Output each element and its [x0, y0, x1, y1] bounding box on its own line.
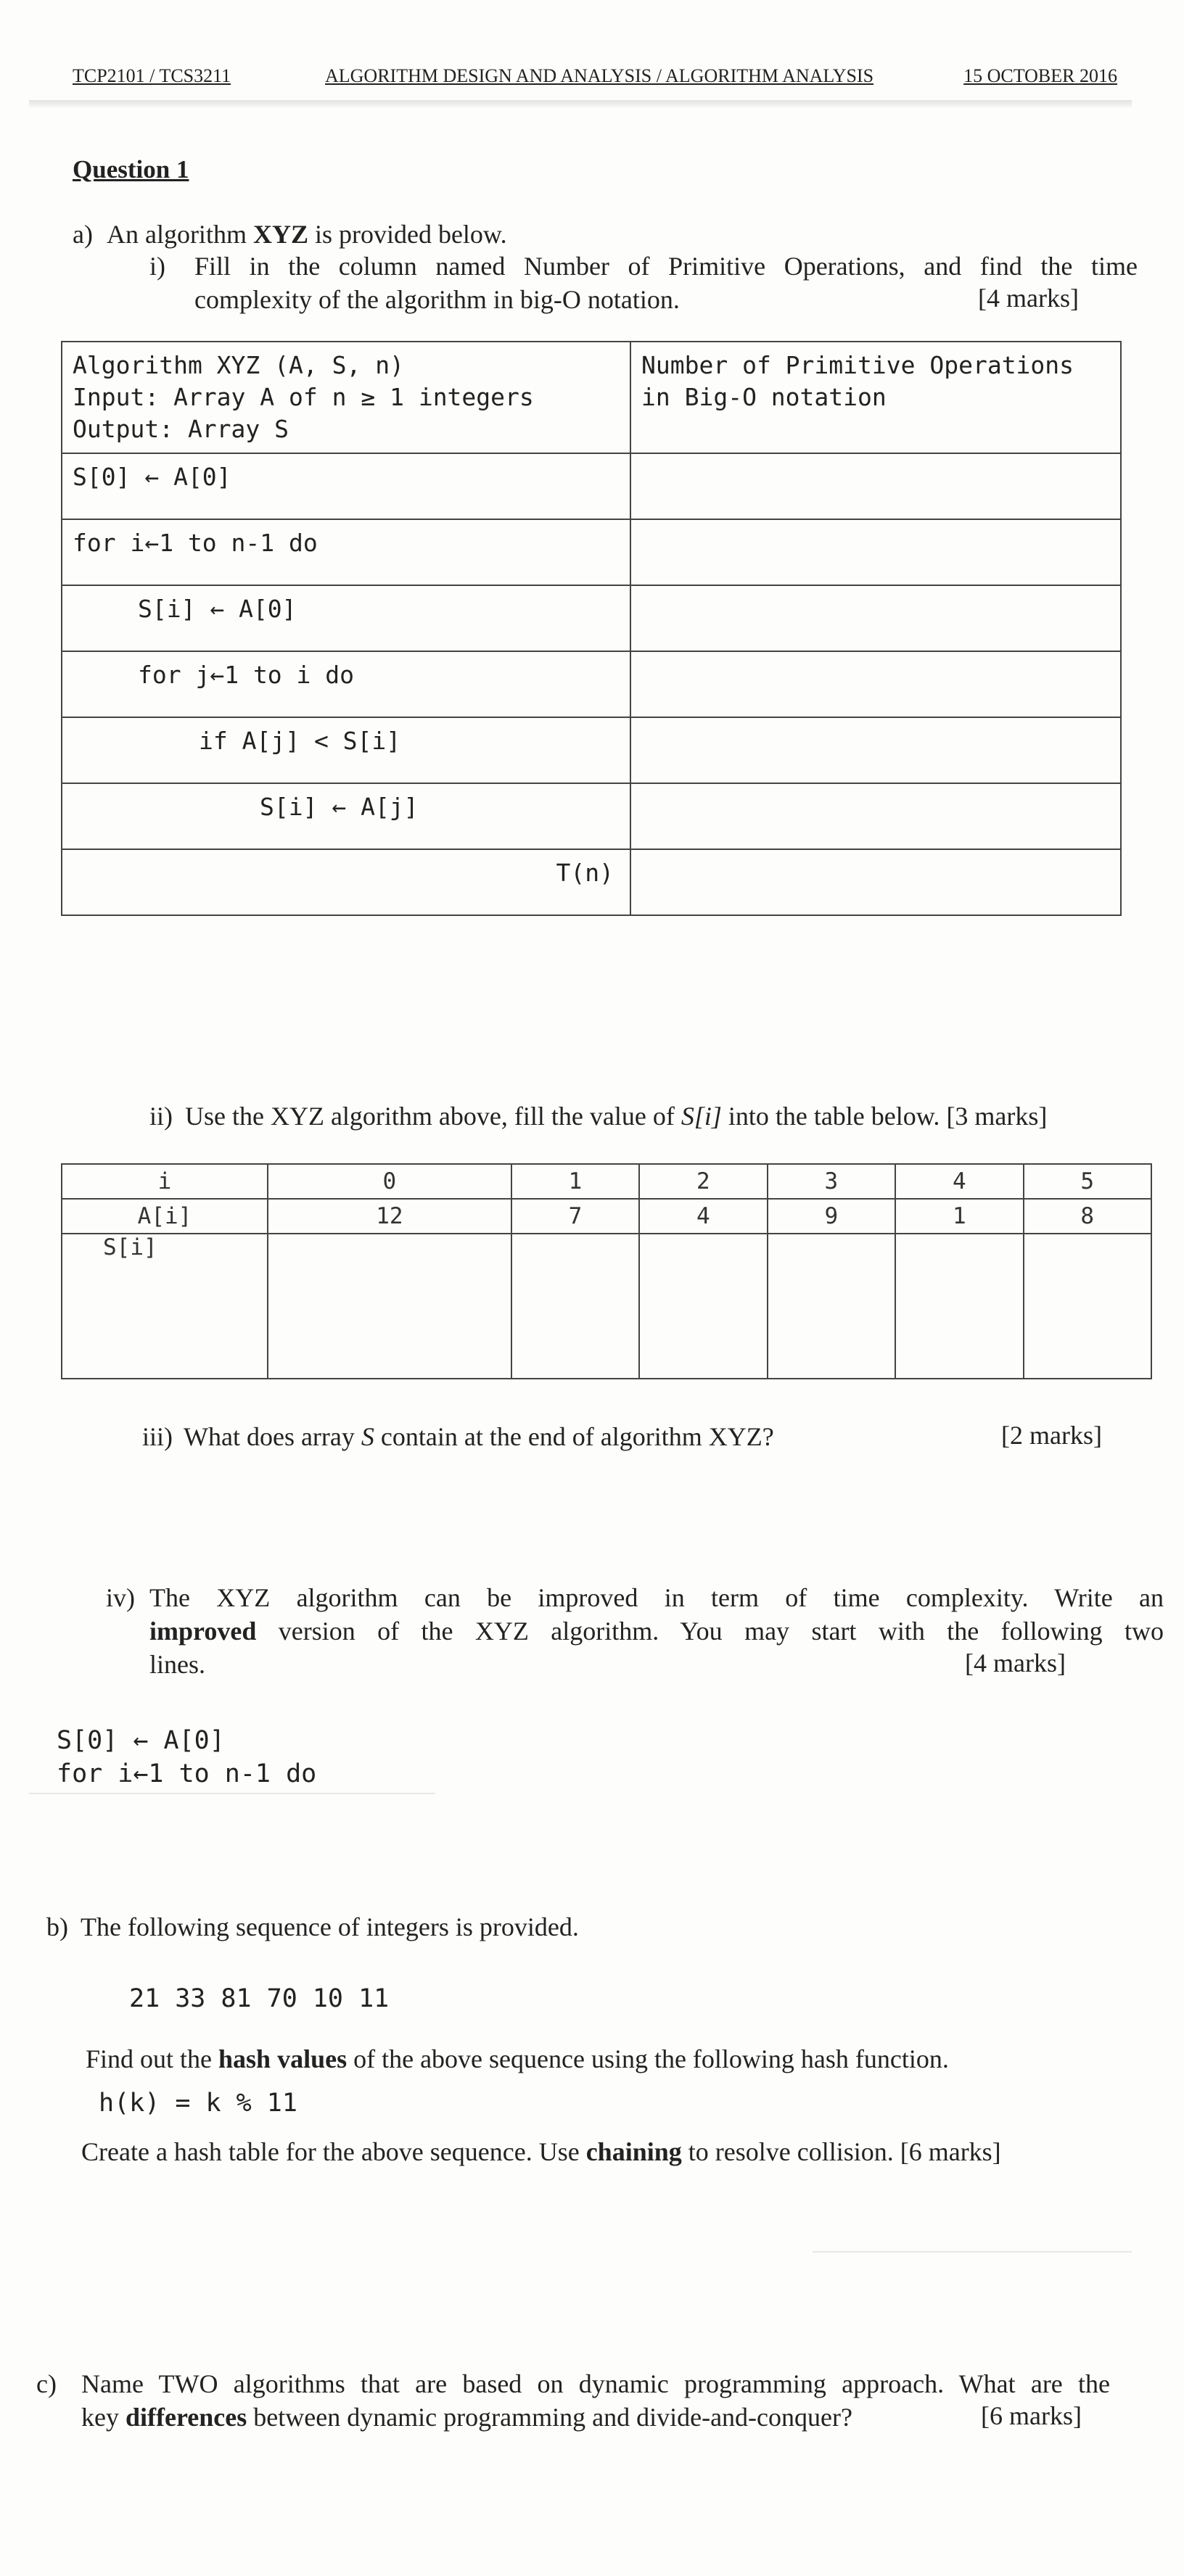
code-line: for j←1 to i do	[138, 661, 355, 689]
part-b-hash-prefix: Find out the	[86, 2044, 219, 2073]
part-a-label: a)	[73, 220, 93, 249]
operations-header-line2: in Big-O notation	[641, 383, 887, 411]
a-value-cell: 9	[768, 1199, 895, 1234]
part-a-intro-bold: XYZ	[252, 220, 308, 249]
operations-header-cell	[630, 342, 1121, 453]
s-answer-cell[interactable]	[895, 1234, 1023, 1379]
part-b-intro-line	[46, 1910, 579, 1944]
part-b-hash-bold: hash values	[218, 2044, 348, 2073]
algorithm-table-header-row	[62, 342, 1121, 453]
part-a-i-label: i)	[149, 252, 165, 281]
part-a-iii-marks: [2 marks]	[1001, 1421, 1102, 1450]
part-c-bold: differences	[125, 2403, 247, 2432]
part-a-iii	[142, 1420, 774, 1453]
part-a-i-marks: [4 marks]	[978, 284, 1079, 313]
algorithm-signature: Algorithm XYZ (A, S, n)	[73, 351, 404, 379]
part-a-iii-label: iii)	[142, 1422, 173, 1451]
part-b-hash-line	[86, 2042, 949, 2076]
part-b-hash-suffix: of the above sequence using the following hash function.	[347, 2044, 949, 2073]
part-a-intro-prefix: An algorithm	[106, 220, 253, 249]
part-a-iii-var: S	[361, 1422, 374, 1451]
hash-function: h(k) = k % 11	[99, 2089, 297, 2118]
part-a-iv-line3: lines.	[149, 1650, 205, 1679]
part-a-ii-var: S[i]	[681, 1102, 722, 1131]
total-label: T(n)	[556, 859, 614, 887]
index-cell: 4	[895, 1164, 1023, 1199]
starter-code-line1: S[0] ← A[0]	[57, 1726, 225, 1755]
part-b-create-suffix: to resolve collision.	[681, 2137, 894, 2166]
part-b-create-bold: chaining	[585, 2137, 682, 2166]
part-c-line2-prefix: key	[81, 2403, 126, 2432]
part-a-iv-line2	[149, 1614, 1164, 1648]
table-row	[62, 651, 1121, 717]
index-cell: 1	[511, 1164, 639, 1199]
part-a-iii-text-suffix: contain at the end of algorithm XYZ?	[374, 1422, 774, 1451]
part-a-iv-label: iv)	[106, 1583, 135, 1612]
answer-cell[interactable]	[630, 651, 1121, 717]
part-a-iv-marks: [4 marks]	[965, 1648, 1066, 1677]
code-line: S[i] ← A[0]	[138, 595, 297, 623]
code-line: S[0] ← A[0]	[73, 463, 231, 491]
index-cell: 2	[639, 1164, 767, 1199]
part-a-ii	[149, 1099, 1047, 1133]
s-answer-cell[interactable]	[1024, 1234, 1151, 1379]
part-a-ii-label: ii)	[149, 1102, 173, 1131]
course-title: ALGORITHM DESIGN AND ANALYSIS / ALGORITHM ANALYSIS	[325, 65, 874, 86]
starter-code-line2: for i←1 to n-1 do	[57, 1759, 317, 1788]
table-row	[62, 519, 1121, 585]
index-row-label: i	[62, 1164, 268, 1199]
algorithm-table	[61, 341, 1122, 916]
total-row	[62, 849, 1121, 915]
index-row	[62, 1164, 1151, 1199]
table-row	[62, 453, 1121, 519]
part-c-line2	[81, 2400, 852, 2434]
code-line: S[i] ← A[j]	[260, 793, 419, 821]
s-row-label: S[i]	[62, 1234, 268, 1379]
part-a-i-line2: complexity of the algorithm in big-O notation.	[194, 285, 680, 314]
part-a-ii-marks: [3 marks]	[946, 1102, 1048, 1131]
trace-table	[61, 1163, 1152, 1379]
part-a-iv-bold: improved	[149, 1617, 257, 1646]
part-a-iv-line2-rest: version of the XYZ algorithm. You may start with the following two	[256, 1617, 1164, 1646]
exam-date: 15 OCTOBER 2016	[963, 65, 1117, 86]
a-values-row	[62, 1199, 1151, 1234]
part-b-label: b)	[46, 1912, 68, 1941]
part-c-line1: Name TWO algorithms that are based on dynamic programming approach. What are the	[81, 2369, 1110, 2398]
a-value-cell: 4	[639, 1199, 767, 1234]
part-c-label: c)	[36, 2369, 57, 2398]
a-value-cell: 8	[1024, 1199, 1151, 1234]
a-value-cell: 1	[895, 1199, 1023, 1234]
table-row	[62, 585, 1121, 651]
part-a-ii-text-suffix: into the table below.	[721, 1102, 940, 1131]
integer-sequence: 21 33 81 70 10 11	[129, 1984, 390, 2013]
answer-cell[interactable]	[630, 453, 1121, 519]
part-a-intro	[73, 218, 507, 251]
part-c-line2-suffix: between dynamic programming and divide-and-conquer?	[247, 2403, 852, 2432]
index-cell: 0	[268, 1164, 511, 1199]
index-cell: 5	[1024, 1164, 1151, 1199]
s-answer-cell[interactable]	[511, 1234, 639, 1379]
table-row	[62, 717, 1121, 783]
s-values-row	[62, 1234, 1151, 1379]
scan-smudge	[29, 1793, 435, 1794]
index-cell: 3	[768, 1164, 895, 1199]
part-b-create-prefix: Create a hash table for the above sequence. Use	[81, 2137, 586, 2166]
a-row-label: A[i]	[62, 1199, 268, 1234]
code-line: if A[j] < S[i]	[199, 727, 401, 755]
algorithm-header-cell	[62, 342, 630, 453]
s-answer-cell[interactable]	[639, 1234, 767, 1379]
page-header	[73, 65, 1117, 94]
answer-cell[interactable]	[630, 783, 1121, 849]
part-c-marks: [6 marks]	[981, 2401, 1082, 2430]
part-a-ii-text-prefix: Use the XYZ algorithm above, fill the value of	[185, 1102, 681, 1131]
operations-header-line1: Number of Primitive Operations	[641, 351, 1074, 379]
part-a-intro-suffix: is provided below.	[308, 220, 507, 249]
part-a-iii-text-prefix: What does array	[184, 1422, 361, 1451]
part-a-iv-line1: The XYZ algorithm can be improved in term of time complexity. Write an	[149, 1583, 1164, 1612]
part-b-intro: The following sequence of integers is provided.	[81, 1912, 579, 1941]
a-value-cell: 12	[268, 1199, 511, 1234]
scan-smudge	[813, 2251, 1132, 2253]
course-code: TCP2101 / TCS3211	[73, 65, 231, 86]
s-answer-cell[interactable]	[768, 1234, 895, 1379]
answer-cell[interactable]	[630, 585, 1121, 651]
header-rule	[29, 100, 1132, 107]
table-row	[62, 783, 1121, 849]
part-b-marks: [6 marks]	[900, 2137, 1001, 2166]
s-answer-cell[interactable]	[268, 1234, 511, 1379]
part-a-i-line1: Fill in the column named Number of Primitive Operations, and find the time	[194, 252, 1138, 281]
part-b-create-line	[81, 2135, 1001, 2168]
question-title: Question 1	[73, 155, 189, 183]
a-value-cell: 7	[511, 1199, 639, 1234]
total-answer-cell[interactable]	[630, 849, 1121, 915]
answer-cell[interactable]	[630, 519, 1121, 585]
algorithm-input: Input: Array A of n ≥ 1 integers	[73, 383, 534, 411]
code-line: for i←1 to n-1 do	[73, 529, 318, 557]
algorithm-output: Output: Array S	[73, 415, 289, 443]
answer-cell[interactable]	[630, 717, 1121, 783]
